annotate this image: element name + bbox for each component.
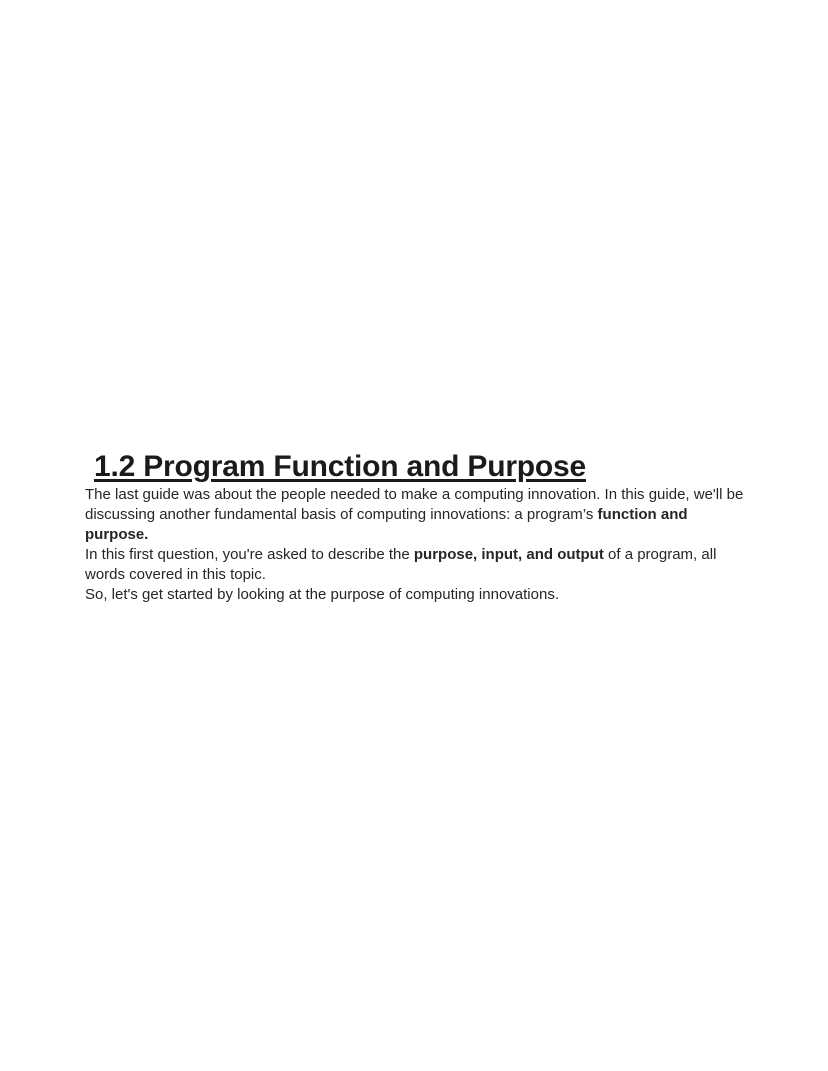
paragraph-text: In this first question, you're asked to describe the (85, 546, 414, 563)
paragraph-text: of a program, all words covered in this topic. (85, 546, 717, 583)
paragraph-text: So, let's get started by looking at the purpose of computing innovations. (85, 586, 559, 603)
paragraph-text: The last guide was about the people needed to make a computing innovation. In this guide, we'll be discussing another fundamental basis of computing innovations: a program’s (85, 486, 744, 523)
intro-paragraph (85, 485, 745, 545)
page-title: 1.2 Program Function and Purpose (94, 450, 587, 483)
closing-paragraph (85, 585, 745, 605)
question-paragraph (85, 545, 745, 585)
paragraph-text-bold: purpose, input, and output (413, 546, 604, 563)
paragraph-text-bold: function and purpose. (85, 506, 688, 543)
